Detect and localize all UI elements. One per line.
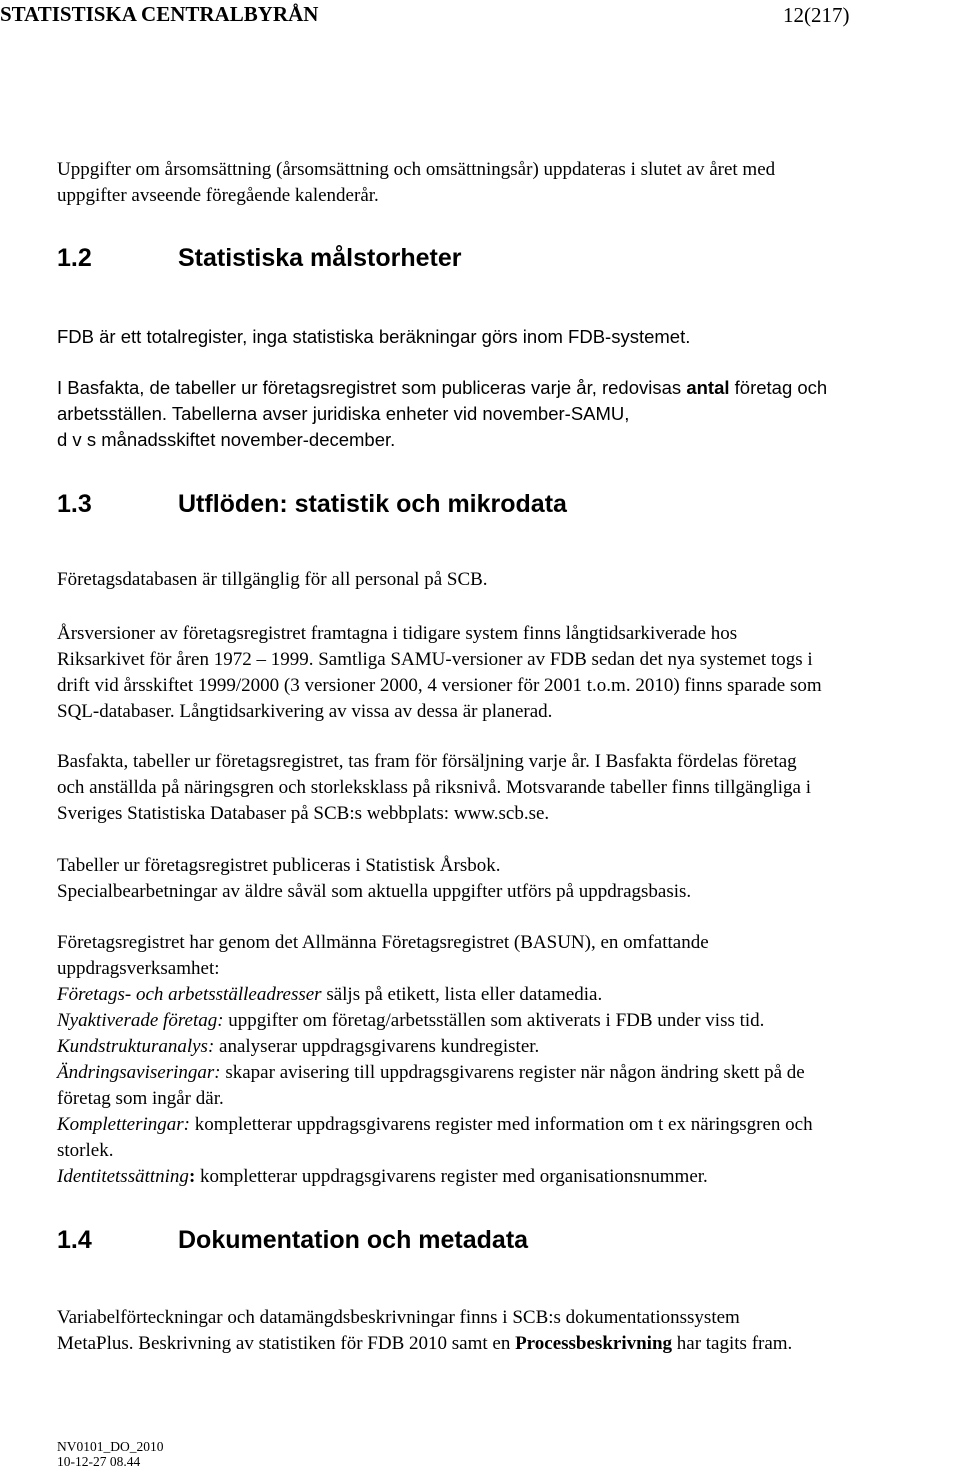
service-item [57,1010,764,1031]
section-heading-1-2 [57,244,461,273]
sec12-p2-bold: antal [686,377,730,398]
service-term: Identitetssättning [57,1166,189,1187]
sec13-p3-line-2: och anställda på näringsgren och storleksklass på riksnivå. Motsvarande tabeller finns tillgängliga i [57,777,811,798]
service-term: Företags- och arbetsställeadresser [57,984,322,1005]
section-title: Dokumentation och metadata [178,1226,529,1254]
sec13-paragraph-4 [57,853,691,905]
section-heading-1-3 [57,490,567,519]
sec14-p1-bold: Processbeskrivning [515,1333,673,1354]
sec14-p1-text-a: MetaPlus. Beskrivning av statistiken för FDB 2010 samt en [57,1333,516,1354]
page-footer [57,1439,164,1469]
organization-name: STATISTISKA CENTRALBYRÅN [0,2,319,26]
sec13-p2-line-1: Årsversioner av företagsregistret framtagna i tidigare system finns långtidsarkiverade hos [57,623,738,644]
sec13-p3-line-3: Sveriges Statistiska Databaser på SCB:s webbplats: www.scb.se. [57,803,550,824]
sec13-paragraph-3 [57,749,811,827]
service-term: Kompletteringar: [57,1114,190,1135]
service-item [57,1114,813,1161]
sec13-p2-line-4: SQL-databaser. Långtidsarkivering av vissa av dessa är planerad. [57,701,553,722]
sec12-p2-line-2: arbetsställen. Tabellerna avser juridiska enheter vid november-SAMU, [57,403,630,424]
sec12-p2-line-3: d v s månadsskiftet november-december. [57,429,396,450]
service-description-continued: företag som ingår där. [57,1088,224,1109]
sec13-p5-line-1: Företagsregistret har genom det Allmänna Företagsregistret (BASUN), en omfattande [57,932,709,953]
service-description: säljs på etikett, lista eller datamedia. [321,984,603,1005]
sec14-p1-text-b: har tagits fram. [672,1333,793,1354]
page-number: 12(217) [783,3,850,27]
section-heading-1-4 [57,1226,528,1255]
sec12-p2-text-b: företag och [729,377,828,398]
service-description: skapar avisering till uppdragsgivarens register när någon ändring skett på de [220,1062,805,1083]
footer-document-id: NV0101_DO_2010 [57,1439,164,1454]
sec13-p3-line-1: Basfakta, tabeller ur företagsregistret, tas fram för försäljning varje år. I Basfakta fördelas företag [57,751,797,772]
section-title: Statistiska målstorheter [178,244,462,272]
intro-line-2: uppgifter avseende föregående kalenderår. [57,185,379,206]
service-item [57,1062,805,1109]
service-term: Ändringsaviseringar: [57,1062,221,1083]
section-number: 1.4 [57,1226,92,1254]
service-description: kompletterar uppdragsgivarens register med organisationsnummer. [195,1166,708,1187]
service-item [57,984,602,1005]
service-term: Nyaktiverade företag: [57,1010,224,1031]
sec13-p4-line-1: Tabeller ur företagsregistret publiceras i Statistisk Årsbok. [57,855,501,876]
service-description: analyserar uppdragsgivarens kundregister. [214,1036,540,1057]
sec12-paragraph-2 [57,375,827,453]
service-item [57,1036,539,1057]
service-term: Kundstrukturanalys: [57,1036,215,1057]
sec13-p5-line-2: uppdragsverksamhet: [57,958,220,979]
sec14-p1-line-1: Variabelförteckningar och datamängdsbeskrivningar finns i SCB:s dokumentationssystem [57,1307,740,1328]
section-number: 1.3 [57,490,92,518]
footer-date: 10-12-27 08.44 [57,1454,141,1469]
intro-line-1: Uppgifter om årsomsättning (årsomsättning och omsättningsår) uppdateras i slutet av året med [57,159,776,180]
sec13-paragraph-1: Företagsdatabasen är tillgänglig för all personal på SCB. [57,569,488,590]
sec12-p2-text-a: I Basfakta, de tabeller ur företagsregistret som publiceras varje år, redovisas [57,377,687,398]
sec12-paragraph-1: FDB är ett totalregister, inga statistiska beräkningar görs inom FDB-systemet. [57,326,691,347]
service-description-continued: storlek. [57,1140,114,1161]
intro-paragraph [57,157,775,209]
sec14-paragraph-1 [57,1305,792,1357]
section-number: 1.2 [57,244,92,272]
service-term-colon: : [188,1166,196,1187]
sec13-paragraph-2 [57,621,822,725]
sec13-p4-line-2: Specialbearbetningar av äldre såväl som aktuella uppgifter utförs på uppdragsbasis. [57,881,692,902]
section-title: Utflöden: statistik och mikrodata [178,490,567,518]
service-description: kompletterar uppdragsgivarens register med information om t ex näringsgren och [190,1114,813,1135]
sec13-paragraph-5 [57,930,813,1190]
sec13-p2-line-2: Riksarkivet för åren 1972 – 1999. Samtliga SAMU-versioner av FDB sedan det nya systemet togs i [57,649,813,670]
sec13-p2-line-3: drift vid årsskiftet 1999/2000 (3 versioner 2000, 4 versioner för 2001 t.o.m. 2010) finns sparade som [57,675,822,696]
service-description: uppgifter om företag/arbetsställen som aktiverats i FDB under viss tid. [223,1010,765,1031]
service-item [57,1166,708,1187]
